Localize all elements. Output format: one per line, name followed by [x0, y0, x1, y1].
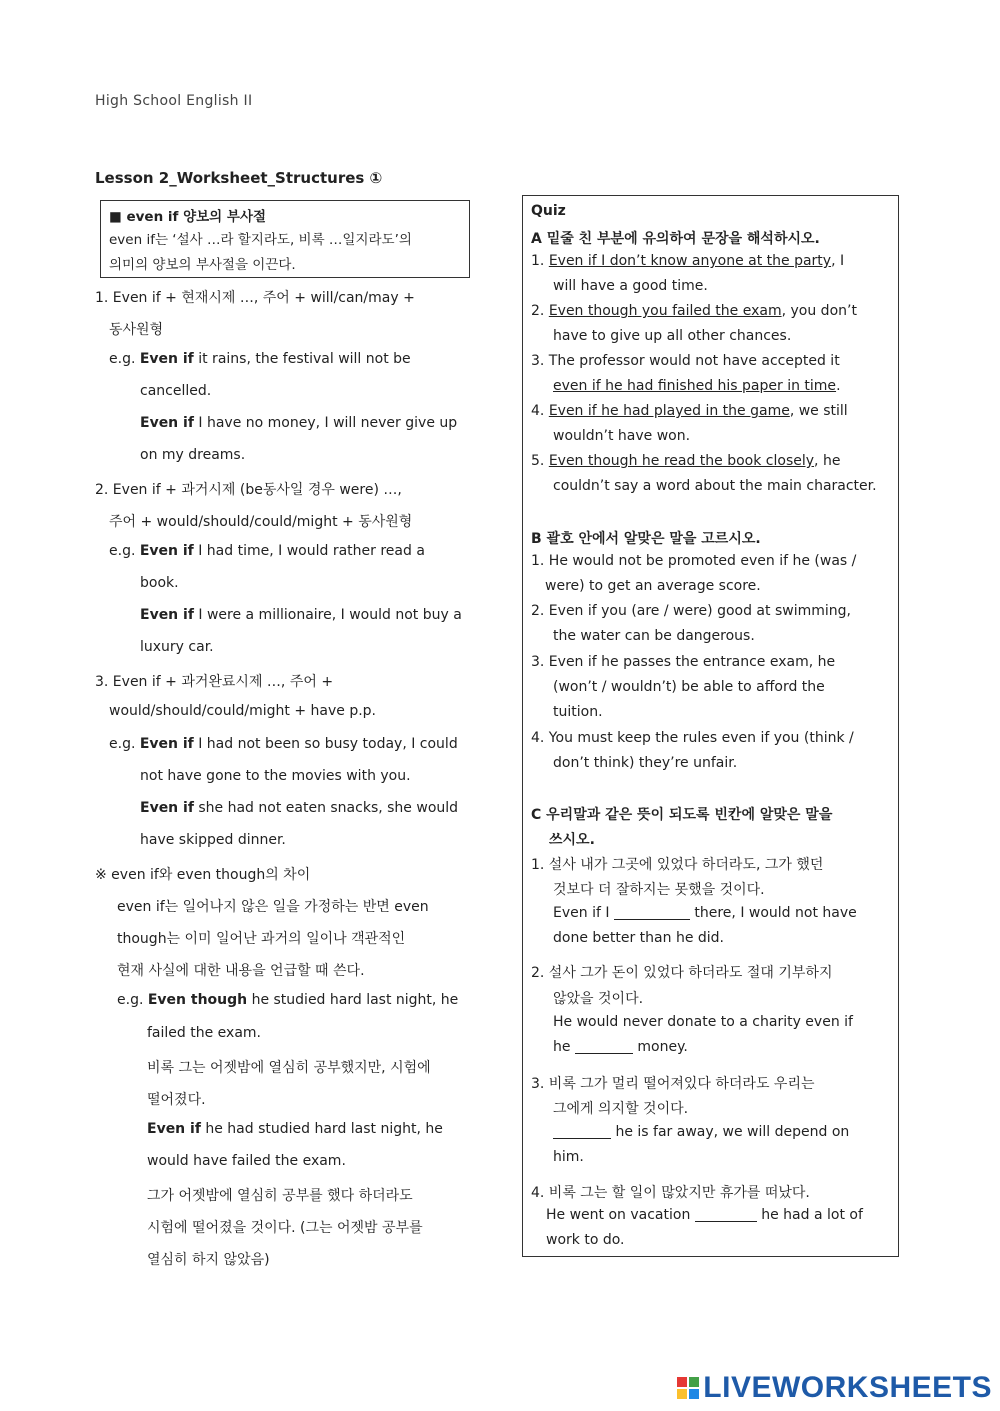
question-c2: he money. [553, 1039, 688, 1055]
quiz-title: Quiz [531, 203, 566, 219]
question-b3: (won’t / wouldn’t) be able to afford the [553, 679, 825, 695]
example-translation: 시험에 떨어졌을 것이다. (그는 어젯밤 공부를 [147, 1220, 423, 1236]
rule-1-line: 동사원형 [109, 322, 164, 338]
question-c1: Even if I there, I would not have [553, 905, 857, 921]
question-a5: couldn’t say a word about the main character. [553, 478, 877, 494]
question-c2: He would never donate to a charity even if [553, 1014, 853, 1030]
question-b4: 4. You must keep the rules even if you (think / [531, 730, 854, 746]
question-b1: 1. He would not be promoted even if he (was / [531, 553, 857, 569]
rule-3-line: would/should/could/might + have p.p. [109, 703, 376, 719]
section-c-heading: 쓰시오. [549, 832, 595, 848]
question-c4: He went on vacation he had a lot of [546, 1207, 863, 1223]
example-line: Even if he had studied hard last night, he [147, 1121, 443, 1137]
rule-2-line: 주어 + would/should/could/might + 동사원형 [109, 514, 413, 530]
example-line: failed the exam. [147, 1025, 261, 1041]
example-translation: 열심히 하지 않았음) [147, 1252, 270, 1268]
question-a1: 1. Even if I don’t know anyone at the party, I [531, 253, 845, 269]
rule-1-line: 1. Even if + 현재시제 …, 주어 + will/can/may + [95, 290, 415, 306]
answer-blank-c3[interactable] [553, 1124, 611, 1139]
definition-line: even if는 ‘설사 …라 할지라도, 비록 …일지라도’의 [109, 232, 412, 248]
example-translation: 떨어졌다. [147, 1092, 206, 1108]
example-line: on my dreams. [140, 447, 246, 463]
question-c4: 4. 비록 그는 할 일이 많았지만 휴가를 떠났다. [531, 1185, 810, 1201]
lesson-title: Lesson 2_Worksheet_Structures ① [95, 169, 383, 187]
example-translation: 비록 그는 어젯밤에 열심히 공부했지만, 시험에 [147, 1060, 431, 1076]
question-a4: 4. Even if he had played in the game, we still [531, 403, 848, 419]
brand-name: LIVEWORKSHEETS [703, 1371, 992, 1404]
section-a-heading: A 밑줄 친 부분에 유의하여 문장을 해석하시오. [531, 231, 820, 247]
example-line: book. [140, 575, 179, 591]
note-line: though는 이미 일어난 과거의 일이나 객관적인 [117, 931, 406, 947]
example-line: Even if I have no money, I will never give up [140, 415, 458, 431]
section-c-heading: C 우리말과 같은 뜻이 되도록 빈칸에 알맞은 말을 [531, 807, 833, 823]
question-c3: him. [553, 1149, 584, 1165]
answer-blank-c2[interactable] [575, 1039, 633, 1054]
definition-line: 의미의 양보의 부사절을 이끈다. [109, 257, 296, 273]
question-a3: even if he had finished his paper in time. [553, 378, 841, 394]
example-line: Even if she had not eaten snacks, she would [140, 800, 459, 816]
example-line: have skipped dinner. [140, 832, 286, 848]
question-a3: 3. The professor would not have accepted it [531, 353, 840, 369]
question-a5: 5. Even though he read the book closely, he [531, 453, 841, 469]
question-c3: 그에게 의지할 것이다. [553, 1101, 689, 1117]
example-translation: 그가 어젯밤에 열심히 공부를 했다 하더라도 [147, 1188, 413, 1204]
brand-squares-icon [677, 1377, 699, 1399]
question-c1: done better than he did. [553, 930, 725, 946]
question-a1: will have a good time. [553, 278, 708, 294]
question-c3: 3. 비록 그가 멀리 떨어져있다 하더라도 우리는 [531, 1076, 815, 1092]
question-c2: 않았을 것이다. [553, 991, 644, 1007]
question-b2: 2. Even if you (are / were) good at swimming, [531, 603, 851, 619]
rule-2-line: 2. Even if + 과거시제 (be동사일 경우 were) …, [95, 482, 402, 498]
question-a2: 2. Even though you failed the exam, you don’t [531, 303, 857, 319]
question-b1: were) to get an average score. [545, 578, 761, 594]
example-line: luxury car. [140, 639, 214, 655]
rule-3-line: 3. Even if + 과거완료시제 …, 주어 + [95, 674, 334, 690]
section-b-heading: B 괄호 안에서 알맞은 말을 고르시오. [531, 531, 761, 547]
answer-blank-c4[interactable] [695, 1207, 757, 1222]
question-b2: the water can be dangerous. [553, 628, 755, 644]
page-header: High School English II [95, 93, 253, 109]
question-c2: 2. 설사 그가 돈이 있었다 하더라도 절대 기부하지 [531, 965, 833, 981]
note-line: even if는 일어나지 않은 일을 가정하는 반면 even [117, 899, 429, 915]
liveworksheets-logo [677, 1371, 992, 1405]
example-line: e.g. Even though he studied hard last night, he [117, 992, 459, 1008]
example-line: cancelled. [140, 383, 212, 399]
question-c4: work to do. [546, 1232, 625, 1248]
question-c1: 것보다 더 잘하지는 못했을 것이다. [553, 882, 765, 898]
example-line: e.g. Even if I had not been so busy today, I could [109, 736, 458, 752]
question-b3: 3. Even if he passes the entrance exam, he [531, 654, 836, 670]
note-line: 현재 사실에 대한 내용을 언급할 때 쓴다. [117, 963, 365, 979]
note-heading: ※ even if와 even though의 차이 [95, 867, 311, 883]
question-c3: he is far away, we will depend on [553, 1124, 849, 1140]
example-line: not have gone to the movies with you. [140, 768, 411, 784]
question-c1: 1. 설사 내가 그곳에 있었다 하더라도, 그가 했던 [531, 857, 824, 873]
question-a4: wouldn’t have won. [553, 428, 691, 444]
definition-box [100, 200, 470, 278]
example-line: e.g. Even if it rains, the festival will not be [109, 351, 411, 367]
example-line: Even if I were a millionaire, I would not buy a [140, 607, 462, 623]
question-b3: tuition. [553, 704, 603, 720]
example-line: would have failed the exam. [147, 1153, 346, 1169]
definition-title: ■ even if 양보의 부사절 [109, 209, 267, 225]
answer-blank-c1[interactable] [614, 905, 690, 920]
question-a2: have to give up all other chances. [553, 328, 792, 344]
example-line: e.g. Even if I had time, I would rather read a [109, 543, 425, 559]
question-b4: don’t think) they’re unfair. [553, 755, 738, 771]
